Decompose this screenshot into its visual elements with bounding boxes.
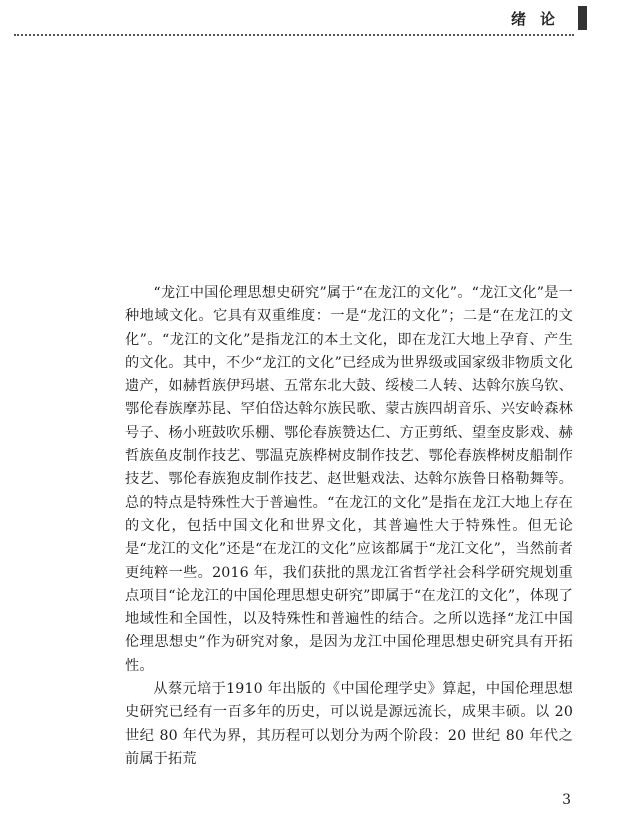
page-number: 3: [562, 792, 571, 808]
header-marker-bar: [578, 6, 587, 30]
paragraph: 从蔡元培于1910 年出版的《中国伦理学史》算起，中国伦理思想史研究已经有一百多年的历史，可以说是源远流长，成果丰硕。以 20 世纪 80 年代为界，其历程可以划分为两个阶段：20 世纪 80 年代之前属于拓荒: [125, 681, 573, 767]
running-head-chapter-title: 绪论: [510, 10, 569, 28]
paragraph: “龙江中国伦理思想史研究”属于“在龙江的文化”。“龙江文化”是一种地域文化。它具有双重维度：一是“龙江的文化”；二是“在龙江的文化”。“龙江的文化”是指龙江的本土文化，即在龙江大地上孕育、产生的文化。其中，不少“龙江的文化”已经成为世界级或国家级非物质文化遗产，如赫哲族伊玛堪、五常东北大鼓、绥棱二人转、达斡尔族乌钦、鄂伦春族摩苏昆、罕伯岱达斡尔族民歌、蒙古族四胡音乐、兴安岭森林号子、杨小班鼓吹乐棚、鄂伦春族赞达仁、方正剪纸、望奎皮影戏、赫哲族鱼皮制作技艺、鄂温克族桦树皮制作技艺、鄂伦春族桦树皮船制作技艺、鄂伦春族狍皮制作技艺、赵世魁戏法、达斡尔族鲁日格勒舞等。总的特点是特殊性大于普遍性。“在龙江的文化”是指在龙江大地上存在的文化，包括中国文化和世界文化，其普遍性大于特殊性。但无论是“龙江的文化”还是“在龙江的文化”应该都属于“龙江文化”，当然前者更纯粹一些。2016 年，我们获批的黑龙江省哲学社会科学研究规划重点项目“论龙江的中国伦理思想史研究”即属于“在龙江的文化”，体现了地域性和全国性，以及特殊性和普遍性的结合。之所以选择“龙江中国伦理思想史”作为研究对象，是因为龙江中国伦理思想史研究具有开拓性。: [125, 285, 573, 674]
header-dotted-rule: [14, 34, 574, 36]
body-text: [125, 282, 573, 771]
